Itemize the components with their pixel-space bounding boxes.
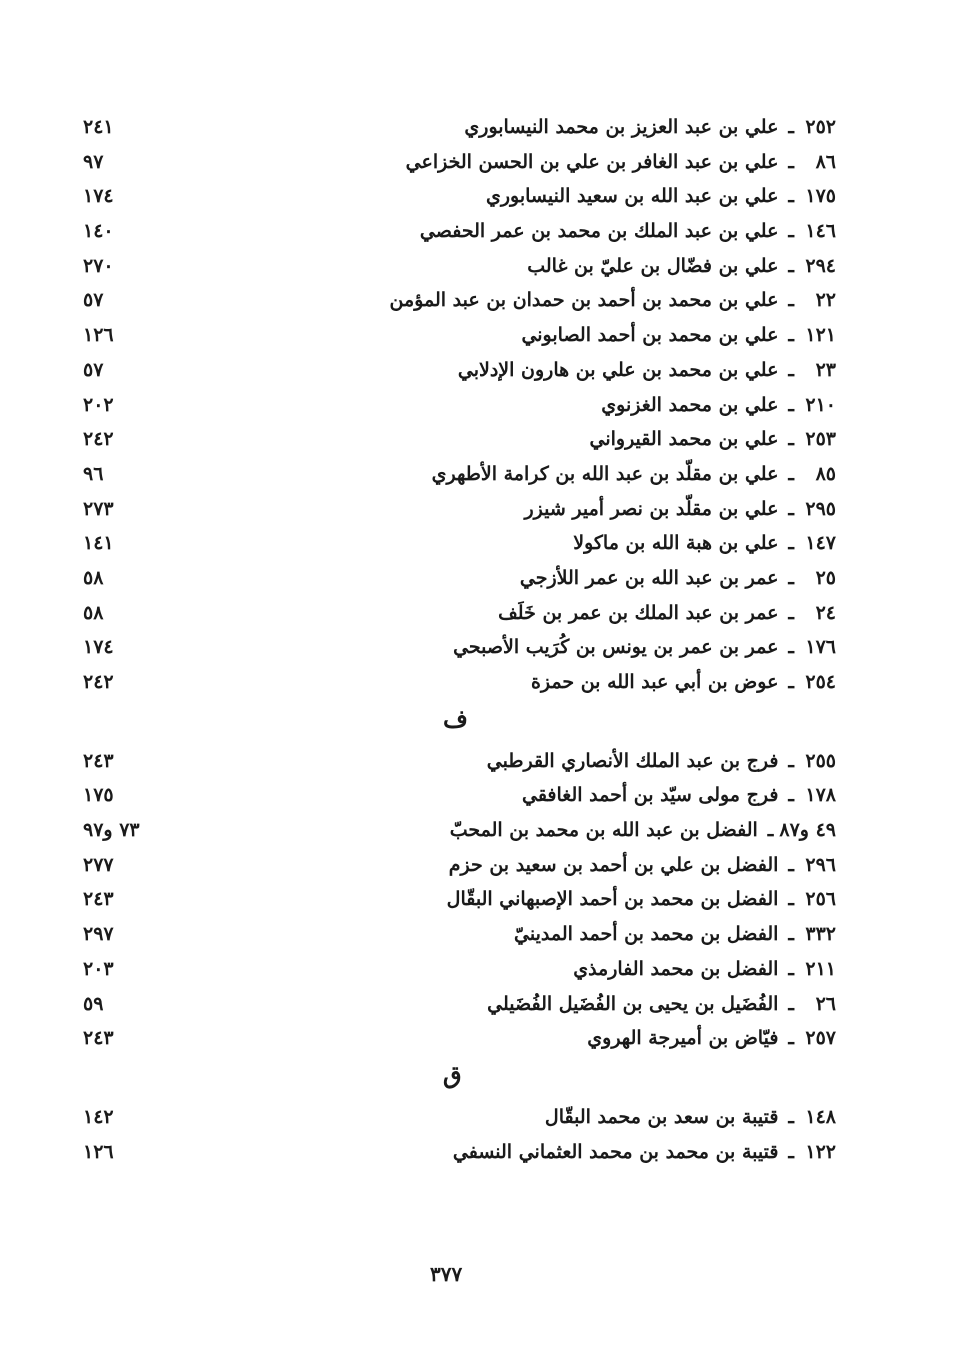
- entry-page-reference: ١٧٤: [83, 185, 114, 208]
- entry-name: قتيبة بن سعد بن محمد البقّال: [544, 1105, 779, 1128]
- entry-dash: ـ: [788, 992, 794, 1015]
- entry-page-reference: ٥٧: [83, 358, 104, 381]
- index-entry: [0, 388, 954, 423]
- index-entry: [0, 492, 954, 527]
- entry-text: [524, 492, 836, 526]
- entry-text: [498, 596, 836, 630]
- entry-number: ٨٦: [815, 150, 836, 173]
- entry-page-reference: ١٧٤: [83, 636, 114, 659]
- entry-text: [487, 744, 836, 778]
- entry-page-reference: ١٢٦: [83, 324, 114, 347]
- entry-page-reference: ٢٧٠: [83, 254, 114, 277]
- page-number: ٣٧٧: [430, 1262, 463, 1286]
- entry-page-reference: ٢٤١: [83, 116, 114, 138]
- entry-text: [390, 283, 836, 317]
- entry-number: ١٢١: [805, 324, 836, 347]
- entry-text: [522, 778, 836, 812]
- entry-number: ٢٩٦: [805, 853, 836, 876]
- entry-name: عوض بن أبي عبد الله بن حمزة: [530, 671, 779, 693]
- entry-page-reference: ١٤١: [83, 532, 114, 555]
- entry-number: ١٤٦: [805, 220, 836, 243]
- index-entry: [0, 318, 954, 353]
- entry-text: [587, 1021, 836, 1055]
- entry-text: [573, 952, 836, 986]
- entry-page-reference: ٢٤٢: [83, 428, 114, 451]
- index-entry: [0, 457, 954, 492]
- entry-dash: ـ: [788, 358, 794, 381]
- entry-dash: ـ: [767, 819, 774, 842]
- entry-page-reference: ١٤٢: [83, 1105, 114, 1128]
- entry-name: علي بن عبد الله بن سعيد النيسابوري: [485, 185, 779, 208]
- entry-dash: ـ: [788, 636, 794, 659]
- entry-number: ١٤٨: [805, 1105, 836, 1128]
- entry-page-reference: ٢٤٢: [83, 671, 114, 693]
- entry-number: ٨٥: [815, 462, 836, 485]
- entry-page-reference: ٢٠٣: [83, 957, 114, 980]
- entry-dash: ـ: [788, 923, 794, 946]
- entry-number: ٣٣٢: [805, 923, 836, 946]
- entry-number: ١٧٨: [805, 784, 836, 807]
- entry-dash: ـ: [788, 1140, 794, 1163]
- entry-name: قتيبة بن محمد بن محمد العثماني النسفي: [452, 1140, 779, 1163]
- section-letter: ق: [443, 1059, 462, 1089]
- index-entry: [0, 526, 954, 561]
- entry-dash: ـ: [788, 289, 794, 312]
- entry-number: ٢٥٣: [805, 428, 836, 451]
- entry-page-reference: ٢٤٣: [83, 888, 114, 911]
- entry-dash: ـ: [788, 532, 794, 555]
- entry-dash: ـ: [788, 185, 794, 208]
- index-entry: [0, 952, 954, 987]
- entry-text: [527, 249, 836, 283]
- entry-name: علي بن عبد الملك بن محمد بن عمر الحفصي: [419, 220, 779, 243]
- entry-number: ٢٣: [815, 358, 836, 381]
- section-header: [0, 1056, 954, 1100]
- entry-text: [520, 561, 836, 595]
- entry-name: الفضل بن علي بن أحمد بن سعيد بن حزم: [448, 853, 779, 876]
- index-entry: [0, 422, 954, 457]
- entry-dash: ـ: [788, 150, 794, 173]
- entry-name: الفضل بن محمد بن أحمد المدينيّ: [514, 923, 779, 946]
- entry-text: [432, 457, 836, 491]
- index-entry: [0, 778, 954, 813]
- entry-number: ٤٩ و٨٧: [779, 819, 836, 842]
- entry-number: ١٧٦: [805, 636, 836, 659]
- entry-name: الفضل بن محمد بن أحمد الإصبهاني البقّال: [446, 888, 779, 911]
- entry-dash: ـ: [788, 497, 794, 520]
- entry-page-reference: ٢٧٧: [83, 853, 114, 876]
- entry-text: [487, 987, 836, 1021]
- entry-page-reference: ٩٧: [83, 150, 104, 173]
- entry-name: علي بن مقلّد بن عبد الله بن كرامة الأطهري: [431, 462, 779, 485]
- index-entry: [0, 561, 954, 596]
- entry-number: ٢٩٤: [805, 254, 836, 277]
- index-entry: [0, 1021, 954, 1056]
- entry-text: [458, 353, 836, 387]
- entry-dash: ـ: [788, 1027, 794, 1050]
- entry-page-reference: ١٧٥: [83, 784, 114, 807]
- entry-page-reference: ٥٨: [83, 601, 104, 624]
- index-entry: [0, 145, 954, 180]
- entry-text: [453, 1135, 836, 1169]
- entry-number: ٢٥٢: [805, 116, 836, 138]
- entry-number: ٢١٠: [805, 393, 836, 416]
- index-entry: [0, 283, 954, 318]
- entry-dash: ـ: [788, 853, 794, 876]
- entry-dash: ـ: [788, 116, 794, 138]
- entry-name: عمر بن عمر بن يونس بن كُرَيب الأصبحي: [453, 636, 779, 659]
- entry-name: علي بن عبد الغافر بن علي بن الحسن الخزاعي: [405, 150, 779, 173]
- entry-page-reference: ٥٨: [83, 566, 104, 589]
- entry-dash: ـ: [788, 671, 794, 693]
- entry-name: علي بن محمد القيرواني: [589, 428, 779, 451]
- entry-name: علي بن محمد الغزنوي: [601, 393, 779, 416]
- entry-dash: ـ: [788, 254, 794, 277]
- entry-text: [531, 665, 836, 699]
- entry-page-reference: ٧٣ و٩٧: [83, 819, 140, 842]
- entry-page-reference: ٢٤٣: [83, 749, 114, 772]
- entry-text: [420, 214, 836, 248]
- entry-text: [486, 179, 836, 213]
- index-entry: [0, 917, 954, 952]
- entry-dash: ـ: [788, 428, 794, 451]
- index-entry: [0, 630, 954, 665]
- index-entry: [0, 214, 954, 249]
- index-entry: [0, 744, 954, 779]
- index-entry: [0, 249, 954, 284]
- entry-text: [406, 145, 836, 179]
- index-entry: [0, 665, 954, 700]
- entry-number: ٢٤: [815, 601, 836, 624]
- index-entry: [0, 848, 954, 883]
- entry-number: ٢٢: [815, 289, 836, 312]
- entry-name: علي بن مقلّد بن نصر أمير شيزر: [524, 497, 779, 520]
- entry-number: ٢٥٤: [805, 671, 836, 693]
- entry-name: علي بن محمد بن أحمد الصابوني: [521, 324, 779, 347]
- entry-name: عمر بن عبد الله بن عمر اللأزجي: [519, 566, 779, 589]
- entry-text: [589, 422, 836, 456]
- entry-dash: ـ: [788, 462, 794, 485]
- entry-name: عمر بن عبد الملك بن عمر بن خَلَف: [498, 601, 779, 624]
- entry-text: [601, 388, 836, 422]
- entry-number: ١٤٧: [805, 532, 836, 555]
- entry-page-reference: ١٤٠: [83, 220, 114, 243]
- entry-page-reference: ٢٩٧: [83, 923, 114, 946]
- index-entry: [0, 987, 954, 1022]
- entry-number: ١٧٥: [805, 185, 836, 208]
- entry-text: [450, 813, 836, 847]
- index-entry: [0, 1100, 954, 1135]
- entry-name: علي بن محمد بن أحمد بن حمدان بن عبد المؤمن: [389, 289, 779, 312]
- entry-text: [514, 917, 836, 951]
- entry-dash: ـ: [788, 888, 794, 911]
- entry-dash: ـ: [788, 324, 794, 347]
- entry-dash: ـ: [788, 601, 794, 624]
- index-entry: [0, 110, 954, 145]
- entry-name: الفضل بن عبد الله بن محمد بن المحبّ: [449, 819, 758, 842]
- entry-name: علي بن هبة الله بن ماكولا: [573, 532, 779, 555]
- entry-dash: ـ: [788, 1105, 794, 1128]
- entry-name: فيّاض بن أميرجة الهروي: [587, 1027, 779, 1050]
- entry-name: الفُضَيل بن يحيى بن الفُضَيل الفُضَيلي: [487, 992, 779, 1015]
- entry-text: [521, 318, 836, 352]
- index-entry: [0, 813, 954, 848]
- index-entry: [0, 179, 954, 214]
- entry-name: علي بن محمد بن علي بن هارون الإدلابي: [457, 358, 779, 381]
- entry-name: الفضل بن محمد الفارمذي: [573, 957, 779, 980]
- entry-dash: ـ: [788, 749, 794, 772]
- section-header: [0, 700, 954, 744]
- index-entry: [0, 353, 954, 388]
- entry-text: [464, 110, 836, 144]
- entry-dash: ـ: [788, 393, 794, 416]
- entry-number: ٢٥٧: [805, 1027, 836, 1050]
- entry-number: ٢١١: [805, 957, 836, 980]
- entry-dash: ـ: [788, 784, 794, 807]
- index-entry: [0, 596, 954, 631]
- index-entry: [0, 882, 954, 917]
- entry-page-reference: ٥٧: [83, 289, 104, 312]
- entry-number: ٢٥٥: [805, 749, 836, 772]
- entry-page-reference: ١٢٦: [83, 1140, 114, 1163]
- entry-name: فرج مولى سيّد بن أحمد الغافقي: [521, 784, 779, 807]
- entry-text: [545, 1100, 836, 1134]
- entry-page-reference: ٢٠٢: [83, 393, 114, 416]
- entry-page-reference: ٥٩: [83, 992, 104, 1015]
- entry-dash: ـ: [788, 566, 794, 589]
- entry-text: [449, 848, 836, 882]
- entry-page-reference: ٢٤٣: [83, 1027, 114, 1050]
- entry-dash: ـ: [788, 220, 794, 243]
- entry-dash: ـ: [788, 957, 794, 980]
- entry-number: ٢٥٦: [805, 888, 836, 911]
- entry-name: علي بن عبد العزيز بن محمد النيسابوري: [464, 116, 779, 138]
- entry-number: ١٢٢: [805, 1140, 836, 1163]
- entry-number: ٢٥: [815, 566, 836, 589]
- index-list: [0, 110, 954, 1169]
- entry-text: [453, 630, 836, 664]
- entry-name: فرج بن عبد الملك الأنصاري القرطبي: [486, 749, 779, 772]
- entry-text: [573, 526, 836, 560]
- section-letter: ف: [443, 703, 468, 733]
- entry-text: [447, 882, 836, 916]
- entry-name: علي بن فضّال بن عليّ بن غالب: [527, 254, 779, 277]
- index-entry: [0, 1135, 954, 1170]
- entry-number: ٢٩٥: [805, 497, 836, 520]
- entry-number: ٢٦: [815, 992, 836, 1015]
- entry-page-reference: ٩٦: [83, 462, 104, 485]
- entry-page-reference: ٢٧٣: [83, 497, 114, 520]
